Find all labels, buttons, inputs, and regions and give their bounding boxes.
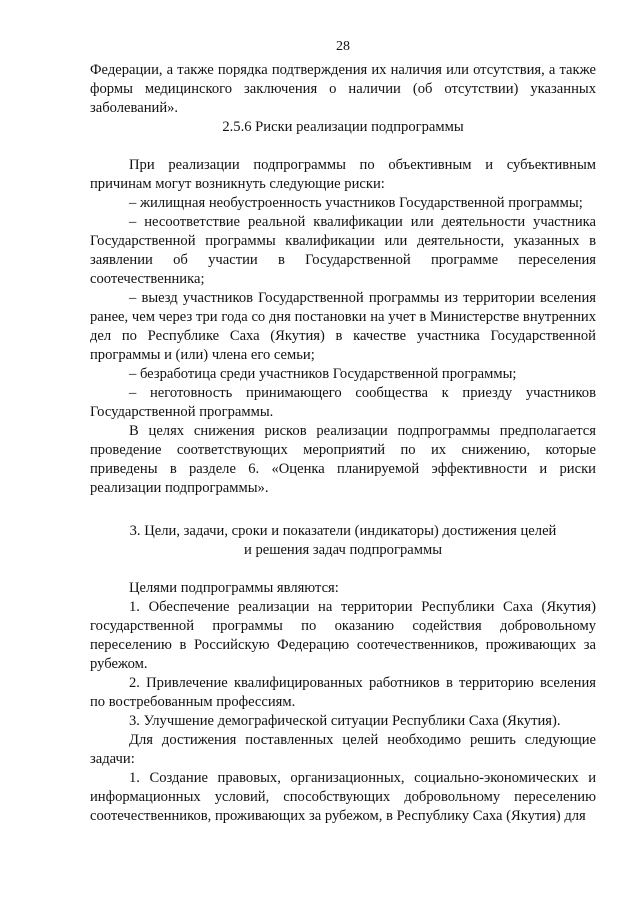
paragraph-risks-intro: При реализации подпрограммы по объективным и субъективным причинам могут возникнуть следующие риски: xyxy=(90,157,596,192)
paragraph-continuation: Федерации, а также порядка подтверждения их наличия или отсутствия, а также формы медицинского заключения о наличии (об отсутствии) указанных заболеваний». xyxy=(90,62,596,116)
paragraph-tasks-intro: Для достижения поставленных целей необходимо решить следующие задачи: xyxy=(90,732,596,767)
goal-item-1: 1. Обеспечение реализации на территории Республики Саха (Якутия) государственной программы по оказанию содействия добровольному переселению в Российскую Федерацию соотечественников, проживающих за рубежом. xyxy=(90,599,596,672)
page-number: 28 xyxy=(336,39,350,54)
document-page xyxy=(90,0,596,905)
risk-item-qualification: – несоответствие реальной квалификации или деятельности участника Государственной программы квалификации или деятельности, указанных в заявлении об участии в Государственной программе переселения соотечественника; xyxy=(90,214,596,287)
risk-item-departure: – выезд участников Государственной программы из территории вселения ранее, чем через три года со дня постановки на учет в Министерстве внутренних дел по Республике Саха (Якутия) в качестве участника Государственной программы и (или) члена его семьи; xyxy=(90,290,596,363)
risk-item-community: – неготовность принимающего сообщества к приезду участников Государственной программы. xyxy=(90,385,596,420)
paragraph-risk-mitigation: В целях снижения рисков реализации подпрограммы предполагается проведение соответствующих мероприятий по их снижению, которые приведены в разделе 6. «Оценка планируемой эффективности и риски реализации подпрограммы». xyxy=(90,423,596,496)
risk-item-housing: – жилищная необустроенность участников Государственной программы; xyxy=(129,195,583,211)
goal-item-3: 3. Улучшение демографической ситуации Республики Саха (Якутия). xyxy=(129,713,561,729)
task-item-1: 1. Создание правовых, организационных, социально-экономических и информационных условий, способствующих добровольному переселению соотечественников, проживающих за рубежом, в Республику Саха (Якутия) для xyxy=(90,770,596,824)
goal-item-2: 2. Привлечение квалифицированных работников в территорию вселения по востребованным профессиям. xyxy=(90,675,596,710)
section-heading-2-5-6: 2.5.6 Риски реализации подпрограммы xyxy=(222,119,464,135)
section-heading-3-line-1: 3. Цели, задачи, сроки и показатели (индикаторы) достижения целей xyxy=(129,523,557,539)
document-body xyxy=(90,61,596,826)
paragraph-goals-intro: Целями подпрограммы являются: xyxy=(129,580,339,596)
risk-item-unemployment: – безработица среди участников Государственной программы; xyxy=(129,366,517,382)
section-heading-3 xyxy=(90,522,596,560)
section-heading-3-line-2: и решения задач подпрограммы xyxy=(243,542,443,558)
